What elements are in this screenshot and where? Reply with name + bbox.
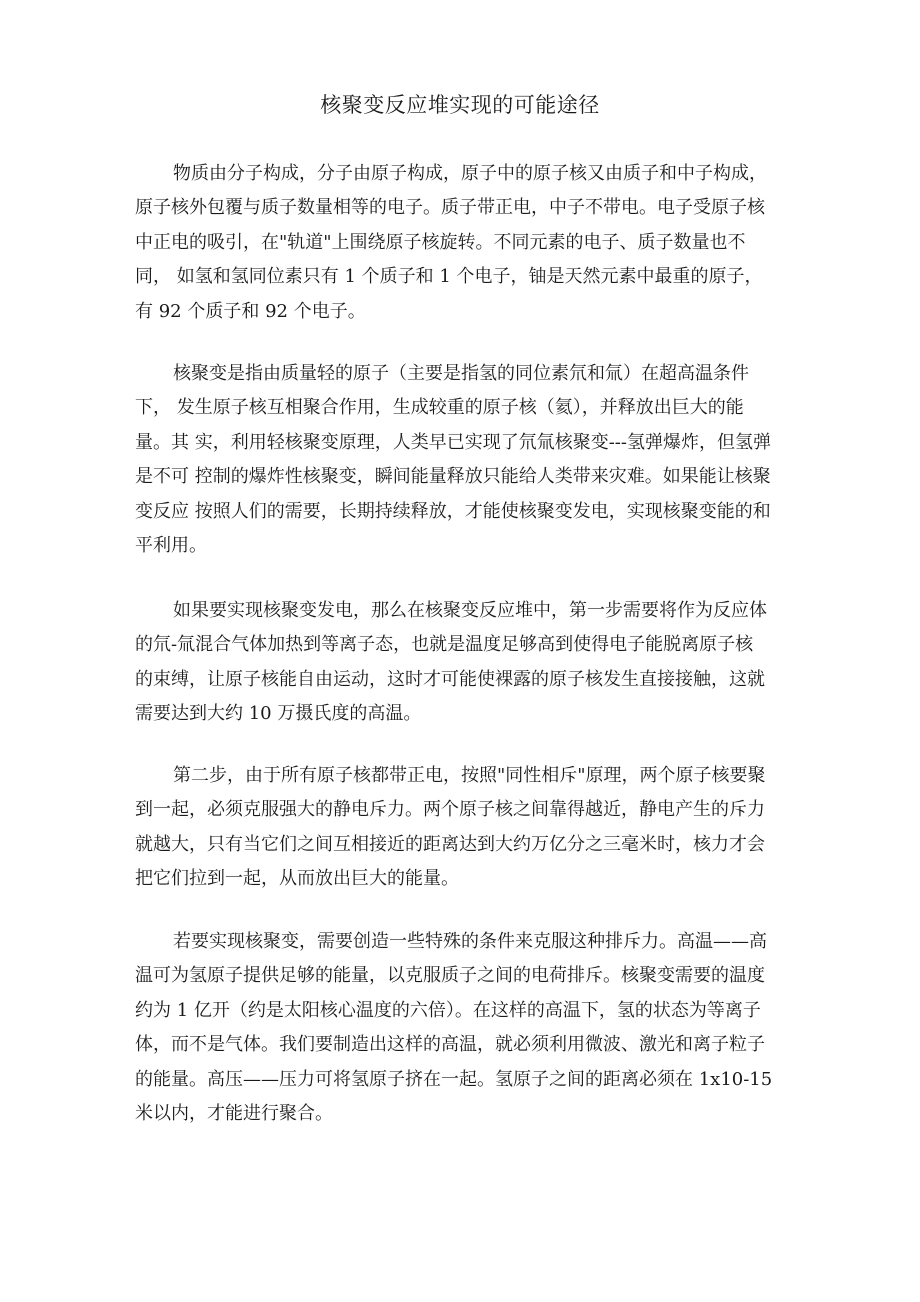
paragraph-3 [135,594,790,732]
paragraph-line: 下， 发生原子核互相聚合作用，生成较重的原子核（氦），并释放出巨大的能 [135,397,744,419]
paragraph-line: 约为 1 亿开（约是太阳核心温度的六倍）。在这样的高温下，氢的状态为等离子 [135,999,761,1021]
paragraph-line: 如果要实现核聚变发电，那么在核聚变反应堆中，第一步需要将作为反应体 [173,600,767,621]
paragraph-line: 温可为氢原子提供足够的能量，以克服质子之间的电荷排斥。核聚变需要的温度 [135,965,765,987]
paragraph-line: 物质由分子构成，分子由原子构成，原子中的原子核又由质子和中子构成， [173,163,767,184]
paragraph-line: 的束缚，让原子核能自由运动，这时才可能使裸露的原子核发生直接接触，这就 [135,668,765,690]
paragraph-1 [135,157,790,329]
paragraph-line: 量。其 实，利用轻核聚变原理，人类早已实现了氘氚核聚变---氢弹爆炸，但氢弹 [135,431,771,453]
paragraph-line: 米以内，才能进行聚合。 [135,1103,333,1125]
paragraph-line: 把它们拉到一起，从而放出巨大的能量。 [135,868,459,890]
paragraph-line: 变反应 按照人们的需要，长期持续释放，才能使核聚变发电，实现核聚变能的和 [135,500,771,522]
paragraph-line: 到一起，必须克服强大的静电斥力。两个原子核之间靠得越近，静电产生的斥力 [135,799,765,821]
paragraph-line: 的氘-氚混合气体加热到等离子态，也就是温度足够高到使得电子能脱离原子核 [135,634,754,656]
paragraph-line: 有 92 个质子和 92 个电子。 [135,300,366,322]
paragraph-4 [135,759,790,897]
paragraph-line: 中正电的吸引，在"轨道"上围绕原子核旋转。不同元素的电子、质子数量也不 [135,231,746,253]
paragraph-line: 是不可 控制的爆炸性核聚变，瞬间能量释放只能给人类带来灾难。如果能让核聚 [135,466,771,488]
paragraph-line: 就越大，只有当它们之间互相接近的距离达到大约万亿分之三毫米时，核力才会 [135,833,765,855]
paragraph-line: 若要实现核聚变，需要创造一些特殊的条件来克服这种排斥力。高温——高 [173,931,767,952]
paragraph-line: 需要达到大约 10 万摄氏度的高温。 [135,703,422,725]
paragraph-line: 体，而不是气体。我们要制造出这样的高温，就必须利用微波、激光和离子粒子 [135,1034,765,1056]
paragraph-line: 的能量。高压——压力可将氢原子挤在一起。氢原子之间的距离必须在 1x10-15 [135,1068,773,1090]
paragraph-line: 核聚变是指由质量轻的原子（主要是指氢的同位素氘和氚）在超高温条件 [173,363,749,384]
paragraph-line: 原子核外包覆与质子数量相等的电子。质子带正电，中子不带电。电子受原子核 [135,197,765,219]
paragraph-5 [135,925,790,1131]
paragraph-line: 第二步，由于所有原子核都带正电，按照"同性相斥"原理，两个原子核要聚 [173,765,766,786]
paragraph-line: 同， 如氢和氢同位素只有 1 个质子和 1 个电子，铀是天然元素中最重的原子， [135,266,763,288]
document-title: 核聚变反应堆实现的可能途径 [320,93,600,117]
paragraph-2 [135,357,790,563]
paragraph-line: 平利用。 [135,535,207,557]
